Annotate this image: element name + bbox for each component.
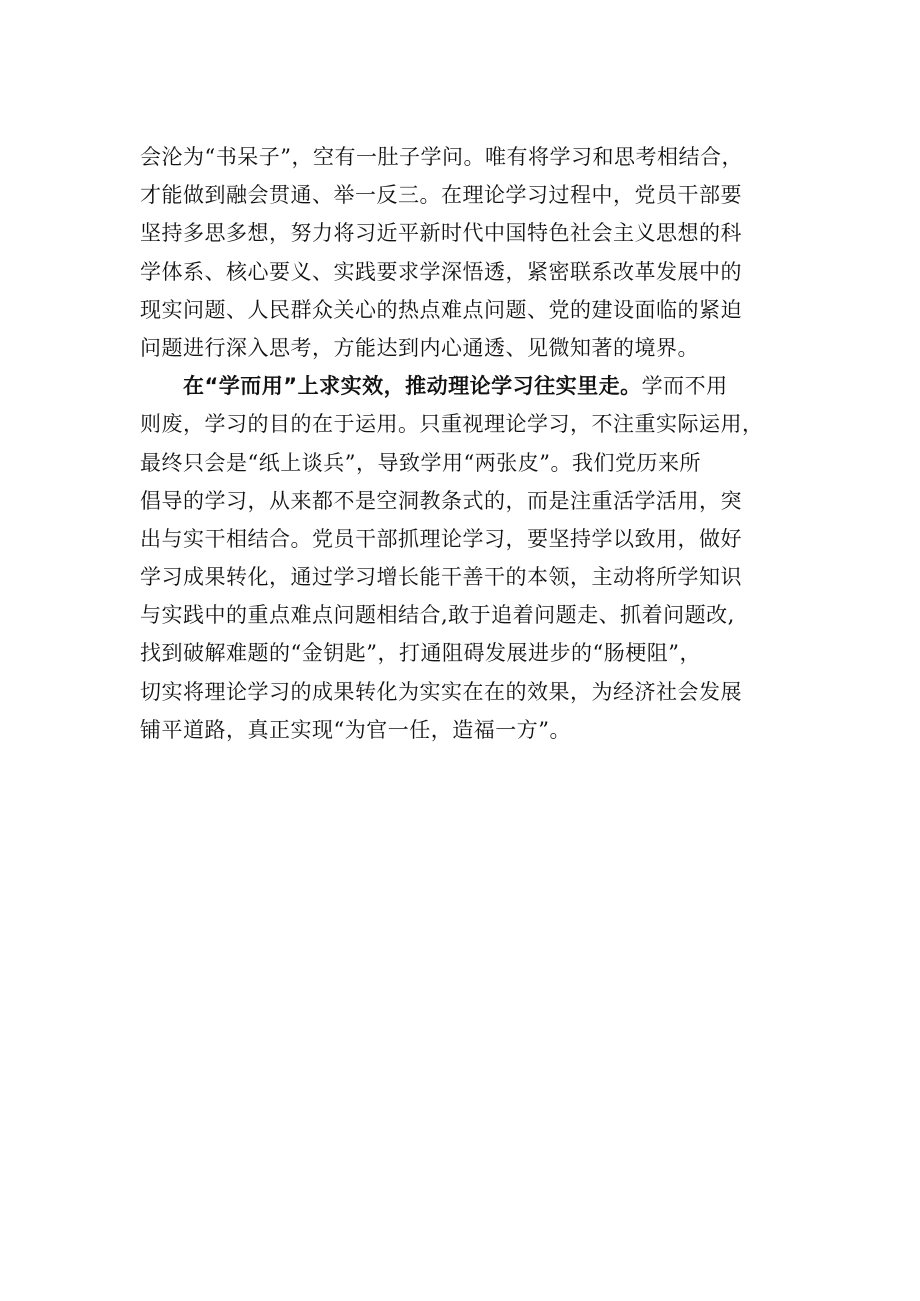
paragraph-heading: 在“学而用”上求实效，推动理论学习往实里走。 <box>183 374 642 399</box>
paragraph-line-rest: 学而不用 <box>641 374 728 399</box>
paragraph-line: 与实践中的重点难点问题相结合,敢于追着问题走、抓着问题改, <box>140 603 735 628</box>
paragraph-line: 才能做到融会贯通、举一反三。在理论学习过程中，党员干部要 <box>140 183 742 208</box>
paragraph-line: 出与实干相结合。党员干部抓理论学习，要坚持学以致用，做好 <box>140 526 742 551</box>
paragraph-1 <box>140 138 800 367</box>
paragraph-line: 最终只会是“纸上谈兵”，导致学用“两张皮”。我们党历来所 <box>140 450 701 475</box>
paragraph-line: 坚持多思多想，努力将习近平新时代中国特色社会主义思想的科 <box>140 221 742 246</box>
paragraph-line: 则废，学习的目的在于运用。只重视理论学习，不注重实际运用， <box>140 412 764 437</box>
paragraph-line: 现实问题、人民群众关心的热点难点问题、党的建设面临的紧迫 <box>140 297 742 322</box>
paragraph-line: 切实将理论学习的成果转化为实实在在的效果，为经济社会发展 <box>140 679 742 704</box>
paragraph-first-line <box>140 367 800 405</box>
paragraph-line: 会沦为“书呆子”，空有一肚子学问。唯有将学习和思考相结合， <box>140 145 743 169</box>
paragraph-line: 找到破解难题的“金钥匙”，打通阻碍发展进步的“肠梗阻”， <box>140 641 701 666</box>
paragraph-line: 问题进行深入思考，方能达到内心通透、见微知著的境界。 <box>140 335 699 360</box>
paragraph-line: 学体系、核心要义、实践要求学深悟透，紧密联系改革发展中的 <box>140 259 742 284</box>
paragraph-line: 学习成果转化，通过学习增长能干善干的本领，主动将所学知识 <box>140 565 742 590</box>
paragraph-2 <box>140 367 800 749</box>
paragraph-line: 铺平道路，真正实现“为官一任，造福一方”。 <box>140 717 571 742</box>
document-body <box>140 138 800 749</box>
paragraph-line: 倡导的学习，从来都不是空洞教条式的，而是注重活学活用，突 <box>140 488 742 513</box>
